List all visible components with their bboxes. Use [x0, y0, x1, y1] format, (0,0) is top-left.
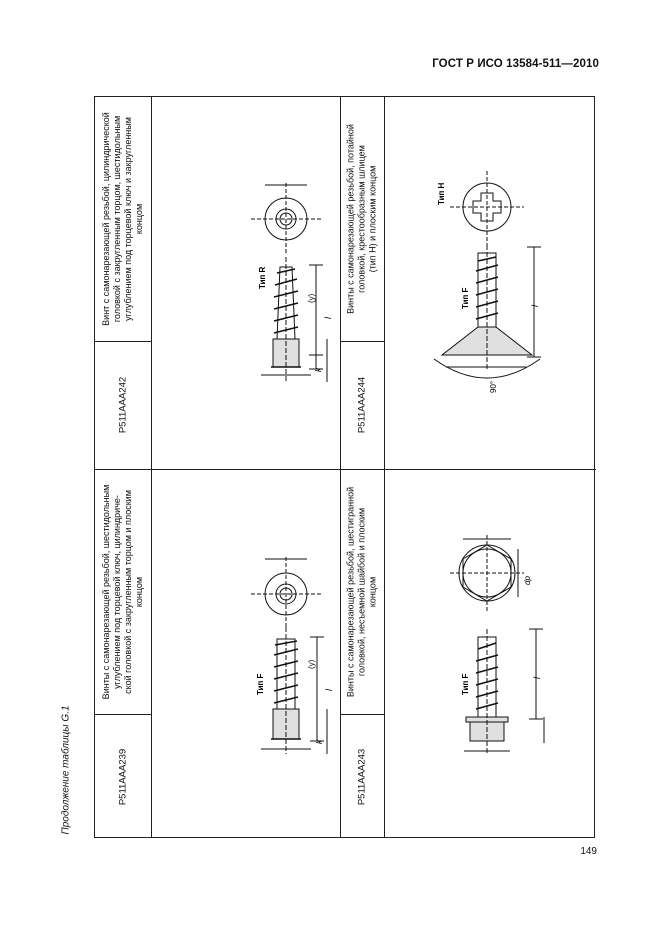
page-number: 149 [580, 846, 597, 857]
dimension-label-length: l [323, 317, 333, 319]
entry-name-line: ской головкой с закругленным торцом и плоским [123, 489, 133, 694]
dimension-label-length: l [324, 689, 334, 691]
screw-drawing-type-f [151, 469, 340, 839]
entry-name-line: (тип H) и плоским концом [367, 165, 378, 273]
dimension-label-thread: (y) [307, 293, 316, 303]
screw-drawing-countersunk [384, 97, 596, 469]
table-caption-wrap [56, 700, 76, 840]
entry-code: P511AAA239 [117, 748, 129, 805]
angle-label: 90° [489, 380, 498, 393]
entry-code-cell [95, 714, 151, 839]
screw-table [94, 96, 595, 838]
dimension-label-length: l [532, 677, 542, 679]
entry-name-line: Винты с самонарезающей резьбой, шестигранной [345, 486, 356, 697]
entry-name-line: головкой с закругленным торцом, шестидольным [112, 115, 122, 323]
entry-name-line: головкой, несъемной шайбой и плоским [356, 507, 367, 676]
entry-name-cell [340, 469, 384, 714]
type-label: Тип R [258, 266, 267, 289]
entry-name-line: Винты с самонарезающей резьбой, шестидольным [101, 484, 111, 699]
type-label: Тип F [461, 287, 470, 309]
entry-name-cell [95, 97, 151, 341]
column-headers-upper [78, 96, 94, 468]
entry-name-line: углублением под торцевой ключ, цилиндриче- [112, 494, 122, 689]
entry-name-line: концом [134, 576, 144, 607]
entry-code: P511AAA242 [117, 376, 129, 434]
type-label: Тип F [461, 673, 470, 695]
dimension-label-thread: (y) [307, 659, 316, 669]
type-label: Тип H [437, 182, 446, 205]
entry-name-cell [95, 469, 151, 714]
dimension-label-dp: dp [523, 576, 532, 585]
entry-code-cell [340, 714, 384, 839]
entry-name-cell [340, 97, 384, 341]
dimension-label-head: k [315, 740, 324, 744]
dimension-label-head: k [314, 368, 323, 372]
entry-name-line: Винты с самонарезающей резьбой, потайной [345, 124, 356, 314]
entry-code-cell [95, 341, 151, 469]
entry-code-cell [340, 341, 384, 469]
entry-name-line: концом [367, 576, 378, 607]
entry-code: P511AAA244 [356, 376, 368, 434]
entry-name-line: углублением под торцевой ключ и закругленным [123, 117, 133, 321]
screw-drawing-hex-washer [384, 469, 596, 839]
dimension-label-length: l [530, 305, 540, 307]
entry-code: P511AAA243 [356, 748, 368, 805]
type-label: Тип F [256, 673, 265, 695]
entry-name-line: головкой, крестообразным шлицем [356, 145, 367, 293]
table-caption: Продолжение таблицы G.1 [60, 705, 72, 835]
screw-drawing-type-r [151, 97, 340, 469]
document-header: ГОСТ Р ИСО 13584-511—2010 [432, 58, 599, 70]
entry-name-line: концом [134, 203, 144, 235]
entry-name-line: Винт с самонарезающей резьбой, цилиндрической [101, 112, 111, 326]
